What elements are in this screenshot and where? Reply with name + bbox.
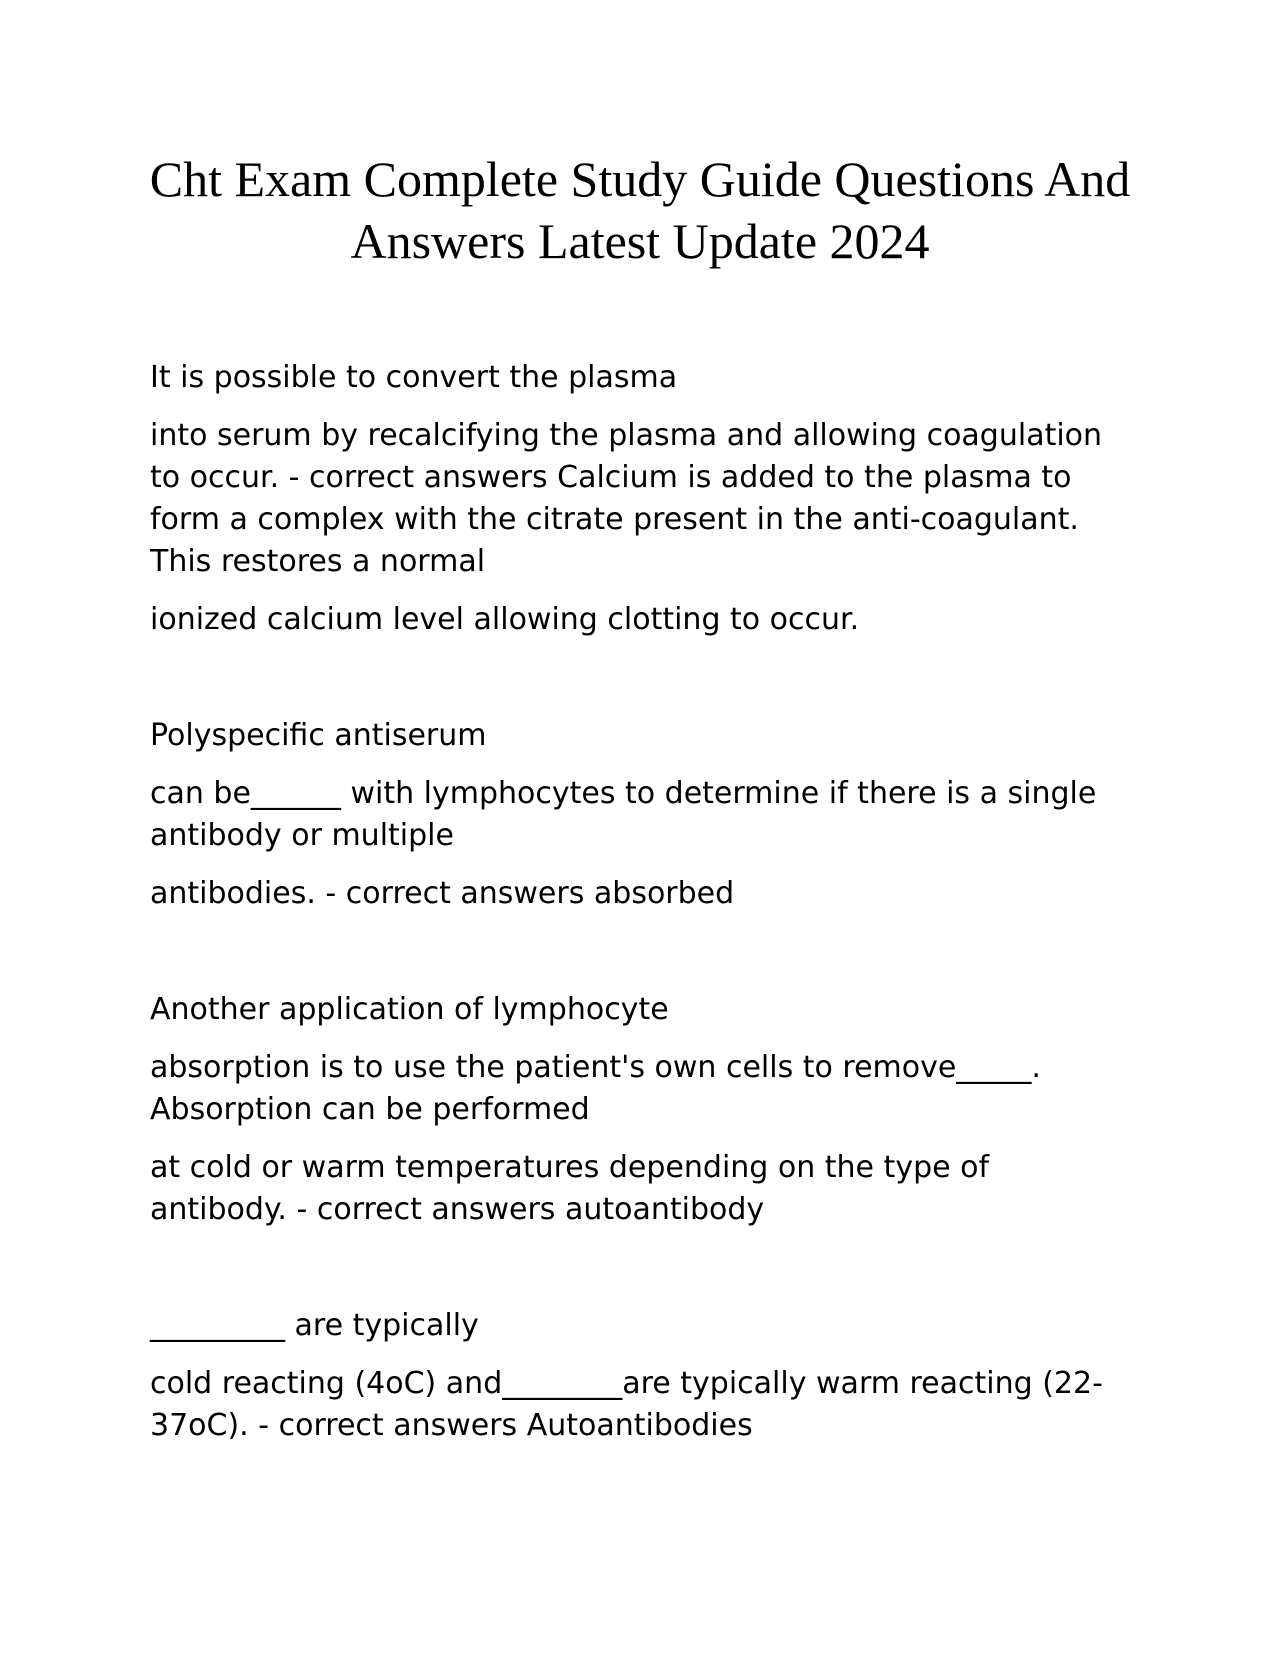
document-title: Cht Exam Complete Study Guide Questions And Answers Latest Update 2024 (149, 151, 1131, 269)
qa-item (150, 1305, 1110, 1447)
question-continuation: absorption is to use the patient's own cells to remove_____. Absorption can be performed (150, 1050, 1041, 1127)
qa-item (150, 715, 1110, 915)
question-continuation: can be______ with lymphocytes to determine if there is a single antibody or multiple (150, 776, 1097, 853)
answer-continuation: at cold or warm temperatures depending on the type of antibody. - correct answers autoantibody (150, 1150, 990, 1227)
question-continuation: into serum by recalcifying the plasma and allowing coagulation to occur. - correct answers Calcium is added to the plasma to form a complex with the citrate present in the anti-coagulant. This restores a normal (150, 418, 1103, 579)
document-body (150, 357, 1110, 1447)
question-start: Another application of lymphocyte (150, 992, 669, 1027)
qa-item (150, 989, 1110, 1231)
answer-continuation: antibodies. - correct answers absorbed (150, 876, 735, 911)
question-start: _________ are typically (150, 1308, 479, 1343)
answer-continuation: cold reacting (4oC) and________are typically warm reacting (22-37oC). - correct answers Autoantibodies (150, 1366, 1103, 1443)
question-start: It is possible to convert the plasma (150, 360, 678, 395)
qa-item (150, 357, 1110, 641)
question-start: Polyspecific antiserum (150, 718, 487, 753)
answer-continuation: ionized calcium level allowing clotting to occur. (150, 602, 860, 637)
